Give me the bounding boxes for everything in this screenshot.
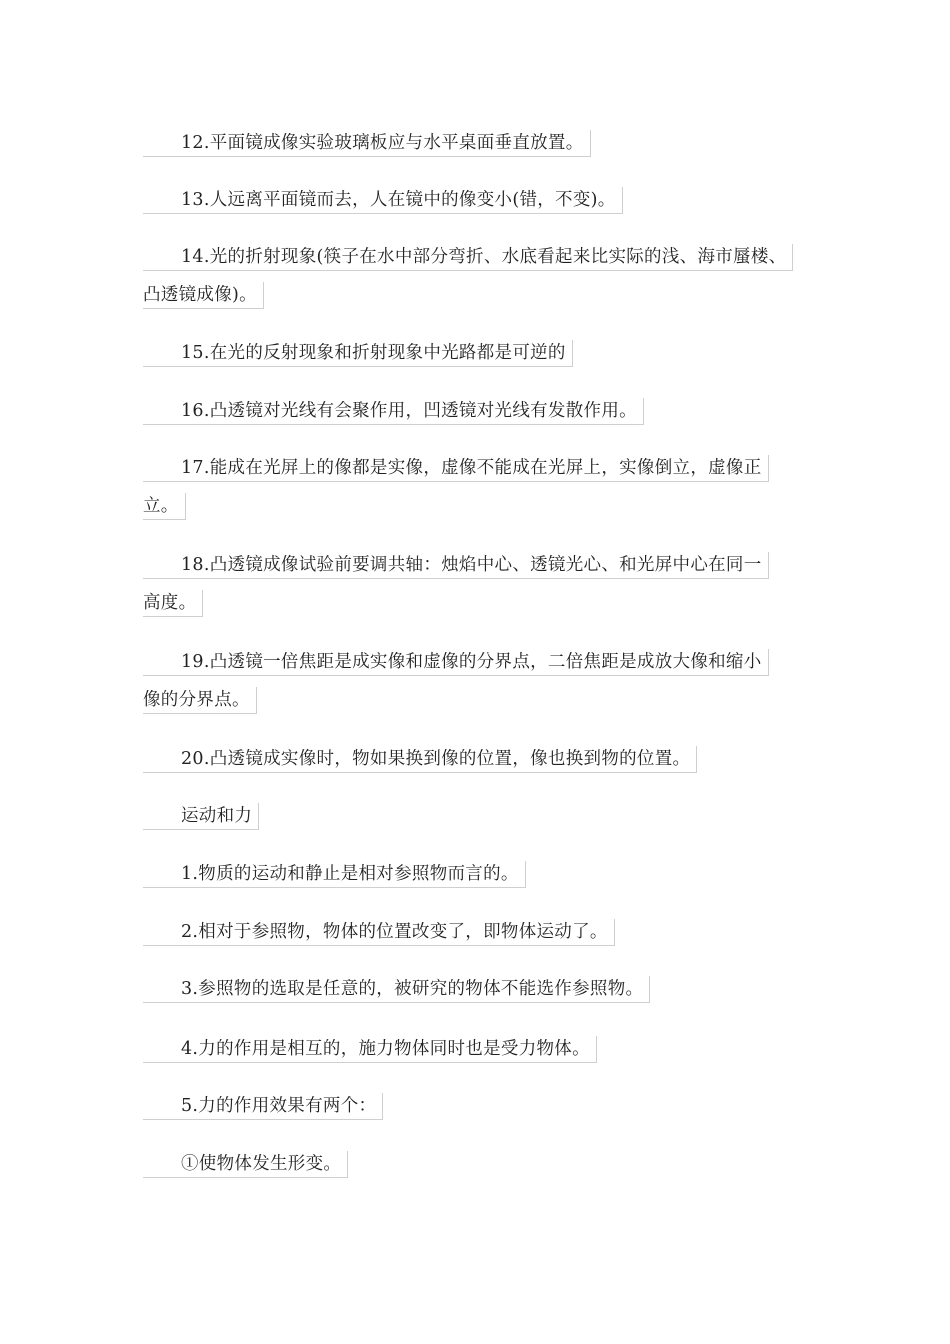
paragraph-19 [143, 643, 805, 719]
text-line: 12.平面镜成像实验玻璃板应与水平桌面垂直放置。 [143, 130, 591, 157]
paragraph-14 [143, 238, 805, 314]
text-line: 4.力的作用是相互的，施力物体同时也是受力物体。 [143, 1036, 597, 1063]
paragraph-12 [143, 124, 805, 162]
text-line: 15.在光的反射现象和折射现象中光路都是可逆的 [143, 340, 573, 367]
paragraph-20 [143, 740, 805, 778]
text-line: 17.能成在光屏上的像都是实像，虚像不能成在光屏上，实像倒立，虚像正 [143, 455, 769, 482]
text-line: 立。 [143, 493, 186, 520]
paragraph-2 [143, 913, 805, 951]
text-line: 2.相对于参照物，物体的位置改变了，即物体运动了。 [143, 919, 615, 946]
paragraph-5a [143, 1145, 805, 1183]
paragraph-4 [143, 1030, 805, 1068]
paragraph-16 [143, 392, 805, 430]
text-line: 18.凸透镜成像试验前要调共轴：烛焰中心、透镜光心、和光屏中心在同一 [143, 552, 769, 579]
section-heading [143, 797, 805, 835]
text-line: 1.物质的运动和静止是相对参照物而言的。 [143, 861, 526, 888]
text-line: 像的分界点。 [143, 687, 257, 714]
text-line: 3.参照物的选取是任意的，被研究的物体不能选作参照物。 [143, 976, 650, 1003]
paragraph-1 [143, 855, 805, 893]
text-line: 16.凸透镜对光线有会聚作用，凹透镜对光线有发散作用。 [143, 398, 644, 425]
paragraph-15 [143, 334, 805, 372]
text-line: 5.力的作用效果有两个： [143, 1093, 383, 1120]
paragraph-5 [143, 1087, 805, 1125]
text-line: 高度。 [143, 590, 203, 617]
text-line: 14.光的折射现象(筷子在水中部分弯折、水底看起来比实际的浅、海市蜃楼、 [143, 244, 793, 271]
text-line: 20.凸透镜成实像时，物如果换到像的位置，像也换到物的位置。 [143, 746, 697, 773]
text-line: 13.人远离平面镜而去，人在镜中的像变小(错，不变)。 [143, 187, 623, 214]
heading-text: 运动和力 [143, 803, 259, 830]
paragraph-18 [143, 546, 805, 622]
text-line: 19.凸透镜一倍焦距是成实像和虚像的分界点，二倍焦距是成放大像和缩小 [143, 649, 769, 676]
paragraph-17 [143, 449, 805, 525]
paragraph-3 [143, 970, 805, 1008]
text-line: ①使物体发生形变。 [143, 1151, 348, 1178]
paragraph-13 [143, 181, 805, 219]
text-line: 凸透镜成像)。 [143, 282, 264, 309]
